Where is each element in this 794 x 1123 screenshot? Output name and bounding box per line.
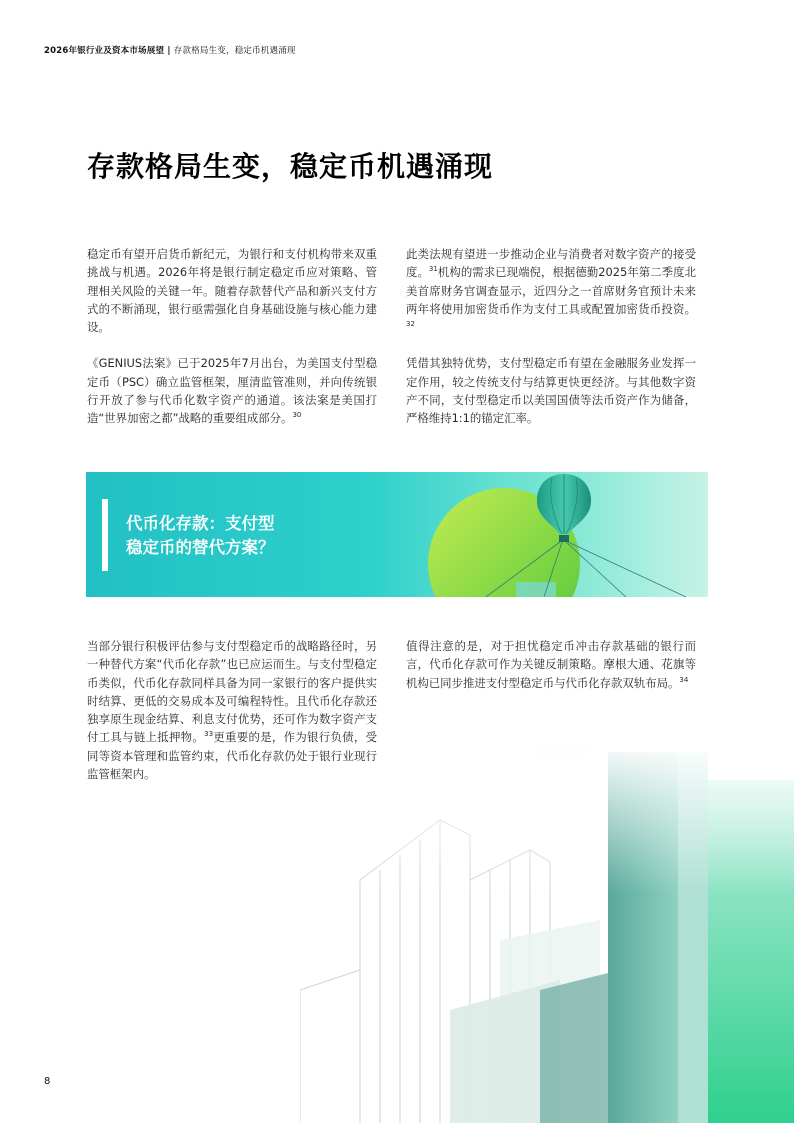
header-section: 存款格局生变，稳定币机遇涌现 (173, 46, 296, 56)
paragraph: 凭借其独特优势，支付型稳定币有望在金融服务业发挥一定作用，较之传统支付与结算更快更经济。与其他数字资产不同，支付型稳定币以美国国债等法币资产作为储备，严格维持1:1的锚定汇率。 (406, 356, 696, 426)
footnote-ref: 31 (428, 265, 438, 274)
paragraph-text: 此类法规有望进一步推动企业与消费者对数字资产的接受度。 (406, 247, 696, 280)
lower-right-column (406, 637, 696, 710)
header-separator: | (164, 46, 174, 56)
page-number: 8 (44, 1076, 51, 1087)
paragraph-text: 更重要的是，作为银行负债，受同等资本管理和监管约束，代币化存款仍处于银行业现行监管框架内。 (87, 730, 377, 782)
footnote-ref: 34 (679, 675, 689, 684)
footnote-ref: 30 (292, 411, 302, 420)
paragraph (406, 245, 696, 336)
paragraph-text: 机构的需求已现端倪，根据德勤2025年第二季度北美首席财务官调查显示，近四分之一首席财务官预计未来两年将使用加密货币作为支付工具或配置加密货币投资。 (406, 265, 696, 316)
paragraph-text: 《GENIUS法案》已于2025年7月出台，为美国支付型稳定币（PSC）确立监管框架，厘清监管准则，并向传统银行开放了参与代币化数字资产的通道。该法案是美国打造“世界加密之都”战略的重要组成部分。 (87, 356, 377, 426)
upper-right-column (406, 245, 696, 446)
paragraph (87, 354, 377, 427)
banner-heading-line: 代币化存款：支付型 (126, 514, 275, 533)
paragraph-text: 当部分银行积极评估参与支付型稳定币的战略路径时，另一种替代方案“代币化存款”也已应运而生。与支付型稳定币类似，代币化存款同样具备为同一家银行的客户提供实时结算、更低的交易成本及可编程特性。且代币化存款还独享原生现金结算、利息支付优势，还可作为数字资产支付工具与链上抵押物。 (87, 639, 377, 745)
footnote-ref: 32 (406, 320, 415, 329)
paragraph: 稳定币有望开启货币新纪元，为银行和支付机构带来双重挑战与机遇。2026年将是银行制定稳定币应对策略、管理相关风险的关键一年。随着存款替代产品和新兴支付方式的不断涌现，银行亟需强化自身基础设施与核心能力建设。 (87, 247, 377, 335)
report-title: 2026年银行业及资本市场展望 (44, 46, 165, 56)
section-banner (86, 472, 708, 597)
footnote-ref: 33 (204, 730, 214, 739)
page-title: 存款格局生变，稳定币机遇涌现 (87, 150, 494, 183)
paragraph (87, 637, 377, 783)
lower-left-column (87, 637, 377, 801)
banner-heading-line: 稳定币的替代方案？ (126, 538, 275, 557)
running-header (44, 44, 296, 56)
banner-heading (126, 512, 275, 560)
paragraph-text: 值得注意的是，对于担忧稳定币冲击存款基础的银行而言，代币化存款可作为关键反制策略。摩根大通、花旗等机构已同步推进支付型稳定币与代币化存款双轨布局。 (406, 639, 696, 690)
upper-left-column (87, 245, 377, 446)
banner-accent-bar (102, 499, 108, 571)
paragraph (406, 637, 696, 692)
building-top-shape (516, 582, 556, 597)
